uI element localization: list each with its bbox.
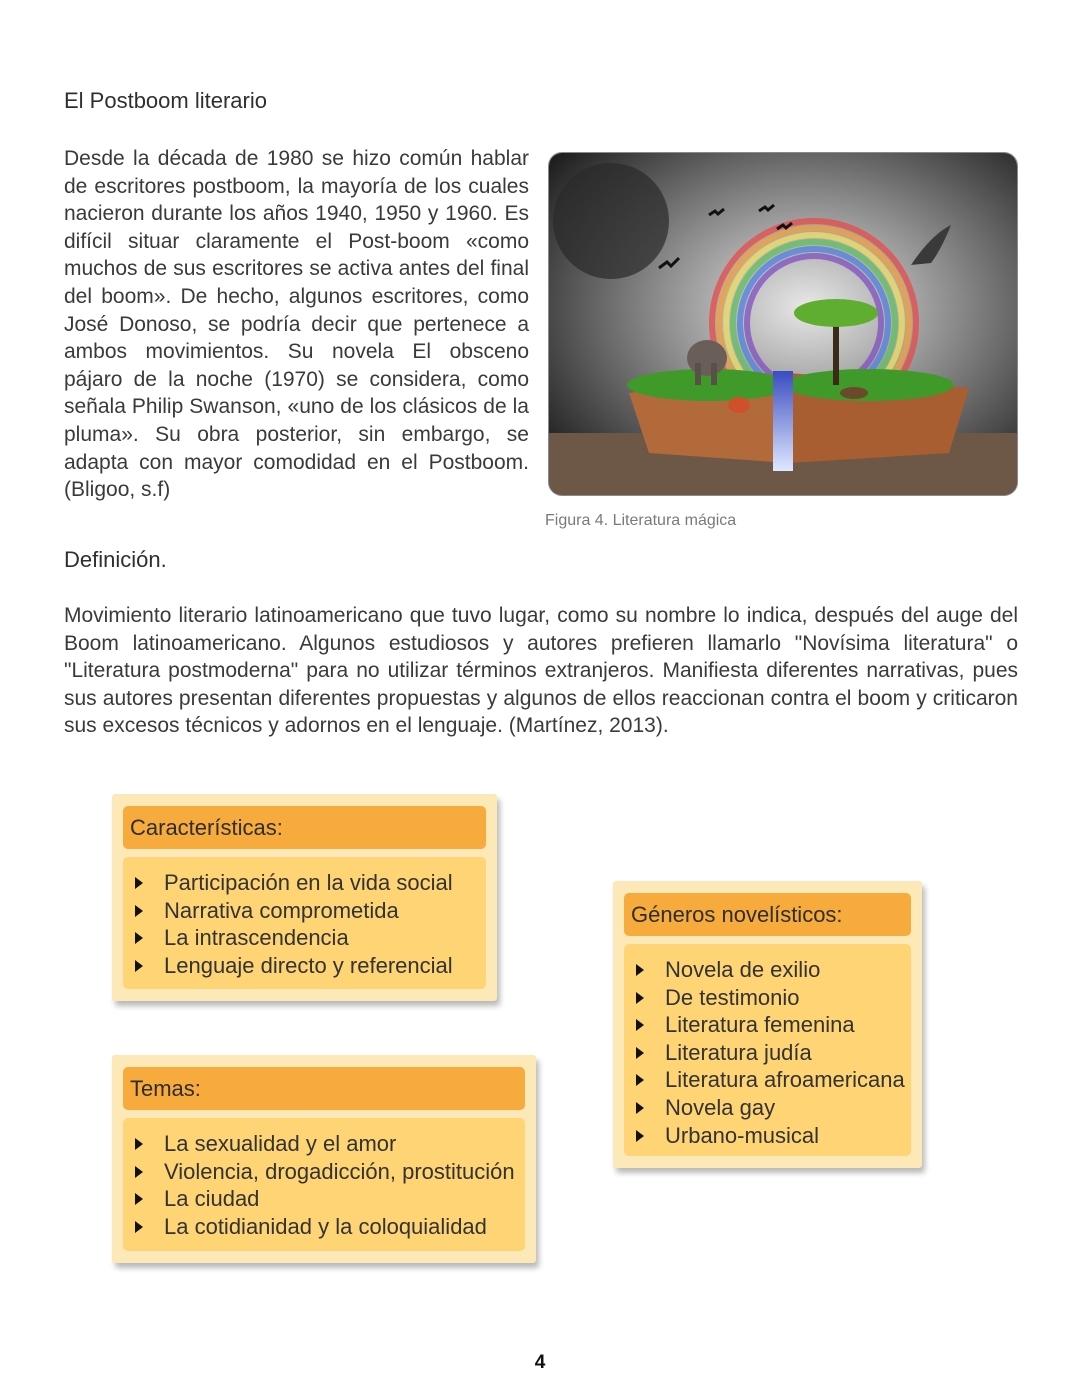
temas-title: Temas: <box>123 1067 525 1110</box>
triangle-bullet-icon <box>135 1138 143 1150</box>
triangle-bullet-icon <box>135 1221 143 1233</box>
figure-magic-literature-image <box>548 152 1018 496</box>
list-item: Narrativa comprometida <box>123 897 486 925</box>
triangle-bullet-icon <box>135 905 143 917</box>
list-item: La intrascendencia <box>123 924 486 952</box>
tree-canopy <box>794 299 878 327</box>
antelope-shape <box>840 387 868 399</box>
triangle-bullet-icon <box>636 964 644 976</box>
magic-book-illustration <box>549 153 1017 495</box>
figure-caption: Figura 4. Literatura mágica <box>545 512 737 529</box>
temas-list-box <box>123 1118 525 1251</box>
triangle-bullet-icon <box>135 960 143 972</box>
triangle-bullet-icon <box>636 992 644 1004</box>
definition-paragraph: Movimiento literario latinoamericano que tuvo lugar, como su nombre lo indica, después del auge del Boom latinoamericano. Algunos estudiosos y autores prefieren llamarlo "Novísima literatura" o "Literatura postmoderna" para no utilizar términos extranjeros. Manifiesta diferentes narrativas, pues sus autores presentan diferentes propuestas y algunos de ellos reaccionan contra el boom y criticaron sus excesos técnicos y adornos en el lenguaje. (Martínez, 2013). <box>64 604 1018 737</box>
list-item: Lenguaje directo y referencial <box>123 952 486 980</box>
caracteristicas-list <box>123 869 486 979</box>
list-item: Violencia, drogadicción, prostitución <box>123 1158 525 1186</box>
waterfall <box>773 371 793 471</box>
triangle-bullet-icon <box>636 1019 644 1031</box>
caracteristicas-list-box <box>123 857 486 989</box>
temas-card <box>112 1055 536 1263</box>
generos-title: Géneros novelísticos: <box>624 893 911 936</box>
moon-shape <box>553 163 669 279</box>
list-item: Novela gay <box>624 1094 911 1122</box>
list-item: La sexualidad y el amor <box>123 1130 525 1158</box>
definition-title: Definición. <box>64 547 167 572</box>
list-item: La cotidianidad y la coloquialidad <box>123 1213 525 1241</box>
generos-list-box <box>624 944 911 1156</box>
triangle-bullet-icon <box>636 1102 644 1114</box>
triangle-bullet-icon <box>135 1193 143 1205</box>
list-item: Literatura judía <box>624 1039 911 1067</box>
triangle-bullet-icon <box>135 932 143 944</box>
list-item: De testimonio <box>624 984 911 1012</box>
temas-list <box>123 1130 525 1240</box>
caracteristicas-card <box>112 794 497 1001</box>
page-number: 4 <box>534 1352 546 1373</box>
triangle-bullet-icon <box>636 1074 644 1086</box>
caracteristicas-title: Características: <box>123 806 486 849</box>
list-item: La ciudad <box>123 1185 525 1213</box>
elephant-shape <box>687 340 727 376</box>
list-item: Novela de exilio <box>624 956 911 984</box>
triangle-bullet-icon <box>636 1130 644 1142</box>
triangle-bullet-icon <box>636 1047 644 1059</box>
triangle-bullet-icon <box>135 877 143 889</box>
list-item: Participación en la vida social <box>123 869 486 897</box>
intro-paragraph: Desde la década de 1980 se hizo común hablar de escritores postboom, la mayoría de los cuales nacieron durante los años 1940, 1950 y 1960. Es difícil situar claramente el Post-boom «como muchos de sus escritores se activa antes del final del boom». De hecho, algunos escritores, como José Donoso, se podría decir que pertenece a ambos movimientos. Su novela El obsceno pájaro de la noche (1970) se considera, como señala Philip Swanson, «uno de los clásicos de la pluma». Su obra posterior, sin embargo, se adapta con mayor comodidad en el Postboom. (Bligoo, s.f) <box>64 147 529 502</box>
section-title: El Postboom literario <box>64 88 267 113</box>
list-item: Literatura afroamericana <box>624 1066 911 1094</box>
triangle-bullet-icon <box>135 1166 143 1178</box>
generos-card <box>613 881 922 1168</box>
generos-list <box>624 956 911 1149</box>
list-item: Literatura femenina <box>624 1011 911 1039</box>
list-item: Urbano-musical <box>624 1122 911 1150</box>
